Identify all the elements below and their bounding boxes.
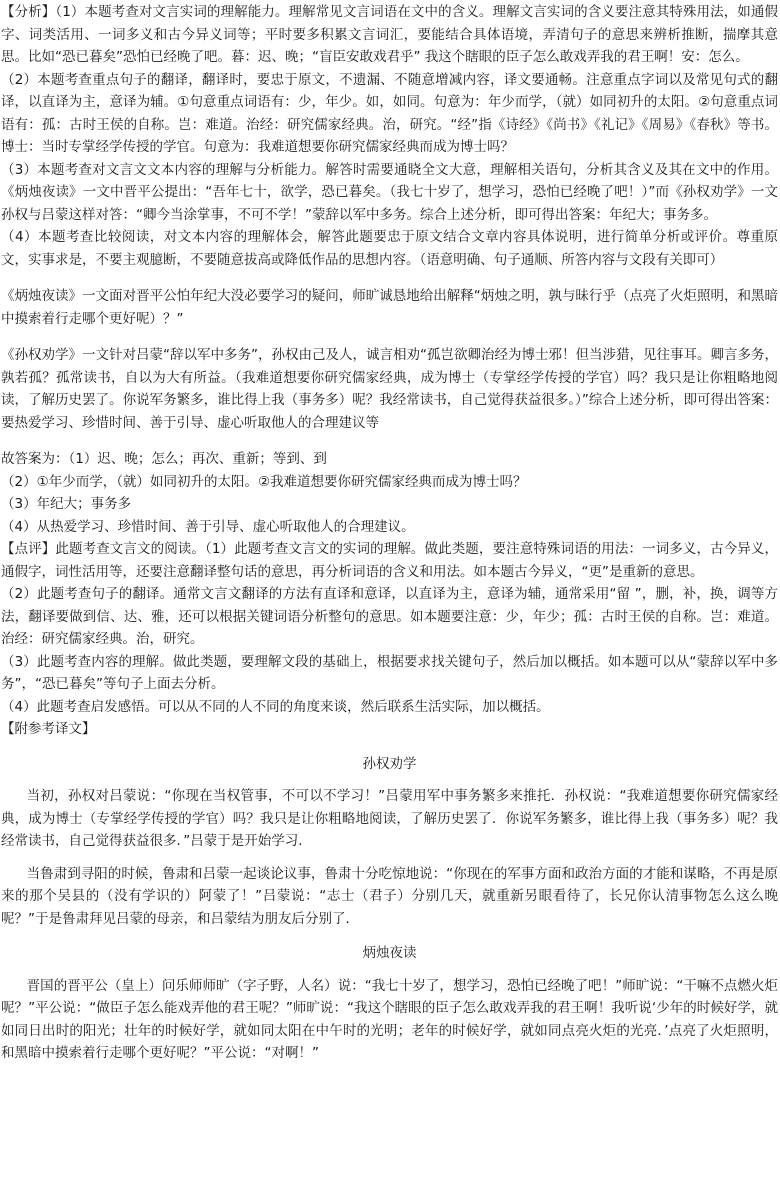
translation-paragraph: 晋国的晋平公（皇上）问乐师师旷（字子野，人名）说：“我七十岁了，想学习，恐怕已经晚了吧！”师旷说：“干嘛不点燃火炬呢？”平公说：“做臣子怎么能戏弄他的君王呢？”师旷说：“我这个瞎眼的臣子怎么敢戏弄我的君王啊！我听说‘少年的时候好学，就如同日出时的阳光；壮年的时候好学，就如同太阳在中午时的光明；老年的时候好学，就如同点亮火炬的光亮．’点亮了火炬照明，和黑暗中摸索着行走哪个更好呢？”平公说：“对啊！”	[1, 977, 778, 1061]
comment-part-4: （4）此题考查启发感悟。可以从不同的人不同的角度来谈，然后联系生活实际，加以概括。	[1, 698, 550, 715]
analysis-part-4: （4）本题考查比较阅读，对文本内容的理解体会，解答此题要忠于原文结合文章内容具体说明，进行简单分析或评价。尊重原文，实事求是，不要主观臆断，不要随意拔高或降低作品的思想内容。（语意明确、句子通顺、所答内容与文段有关即可）	[1, 229, 778, 268]
comment-section	[1, 538, 778, 741]
translation-title: 孙权劝学	[362, 755, 417, 772]
analysis-section	[1, 1, 778, 271]
comment-part-1: 【点评】此题考查文言文的阅读。（1）此题考查文言文的实词的理解。做此类题，要注意特殊词语的用法：一词多义，古今异义，通假字，词性活用等，还要注意翻译整句话的意思，再分析词语的含义和用法。如本题古今异义，“更”是重新的意思。	[1, 541, 778, 580]
discussion-bingzhu: 《炳烛夜读》一文面对晋平公怕年纪大没必要学习的疑问，师旷诚恳地给出解释“炳烛之明，孰与昧行乎（点亮了火炬照明，和黑暗中摸索着行走哪个更好呢）？”	[1, 288, 778, 327]
comment-part-2: （2）此题考查句子的翻译。通常文言文翻译的方法有直译和意译，以直译为主，意译为辅，通常采用“留 ”，删，补，换，调等方法，翻译要做到信、达、雅，还可以根据关键词语分析整句的意思。如本题要注意：少，年少；孤：古时王侯的自称。岂：难道。治经：研究儒家经典。治，研究。	[1, 586, 778, 647]
reference-translation-label: 【附参考译文】	[1, 721, 96, 737]
translation-paragraph: 当鲁肃到寻阳的时候，鲁肃和吕蒙一起谈论议事，鲁肃十分吃惊地说：“你现在的军事方面和政治方面的才能和谋略，不再是原来的那个吴县的（没有学识的）阿蒙了！”吕蒙说：“志士（君子）分别几天，就重新另眼看待了，长兄你认清事物怎么这么晚呢？”于是鲁肃拜见吕蒙的母亲，和吕蒙结为朋友后分别了．	[1, 865, 778, 927]
answers-section	[1, 448, 778, 538]
answer-2: （2）①年少而学，（就）如同初升的太阳。②我难道想要你研究儒家经典而成为博士吗？	[1, 473, 527, 490]
translation-bingzhu	[1, 942, 778, 1065]
comment-part-3: （3）此题考查内容的理解。做此类题，要理解文段的基础上，根据要求找关键句子，然后加以概括。如本题可以从“蒙辞以军中多务”，“恐已暮矣”等句子上面去分析。	[1, 653, 778, 692]
analysis-part-3: （3）本题考查对文言文文本内容的理解与分析能力。解答时需要通晓全文大意，理解相关语句，分析其含义及其在文中的作用。《炳烛夜读》一文中晋平公提出：“吾年七十，欲学，恐已暮矣。（我七十岁了，想学习，恐怕已经晚了吧！）”而《孙权劝学》一文孙权与吕蒙这样对答：“卿今当涂掌事，不可不学！”蒙辞以军中多务。综合上述分析，即可得出答案：年纪大；事务多。	[1, 161, 778, 223]
discussion-section	[1, 285, 778, 434]
discussion-sunquan: 《孙权劝学》一文针对吕蒙“辞以军中多务”，孙权由己及人，诚言相劝“孤岂欲卿治经为博士邪！但当涉猎，见往事耳。卿言多务，孰若孤？孤常读书，自以为大有所益。（我难道想要你研究儒家经典，成为博士（专掌经学传授的学官）吗？我只是让你粗略地阅读，了解历史罢了。你说军务繁多，谁比得上我（事务多）呢？我经常读书，自己觉得获益很多。）”综合上述分析，即可得出答案：要热爱学习、珍惜时间、善于引导、虚心听取他人的合理建议等	[1, 347, 778, 431]
answer-intro: 故答案为：（1）迟、晚；怎么；再次、重新；等到、到	[1, 451, 327, 467]
analysis-part-2: （2）本题考查重点句子的翻译，翻译时，要忠于原文，不遗漏、不随意增减内容，译文要通畅。注意重点字词以及常见句式的翻译，以直译为主，意译为辅。①句意重点词语有：少，年少。如，如同。句意为：年少而学，（就）如同初升的太阳。②句意重点词语有：孤：古时王侯的自称。岂：难道。治经：研究儒家经典。治，研究。“经”指《诗经》《尚书》《礼记》《周易》《春秋》等书。博士：当时专掌经学传授的学官。句意为：我难道想要你研究儒家经典而成为博士吗？	[1, 71, 778, 155]
answer-4: （4）从热爱学习、珍惜时间、善于引导、虚心听取他人的合理建议。	[1, 518, 415, 535]
translation-sunquan	[1, 753, 778, 931]
answer-3: （3）年纪大；事务多	[1, 496, 132, 512]
analysis-part-1: 【分析】（1）本题考查对文言实词的理解能力。理解常见文言词语在文中的含义。理解文言实词的含义要注意其特殊用法，如通假字、词类活用、一词多义和古今异义词等；平时要多积累文言词汇，要能结合具体语境，弄清句子的意思来辨析推断，揣摩其意思。比如“恐已暮矣”恐怕已经晚了吧。暮：迟、晚；“盲臣安敢戏君乎” 我这个瞎眼的臣子怎么敢戏弄我的君王啊！安：怎么。	[1, 4, 778, 65]
translation-paragraph: 当初，孙权对吕蒙说：“你现在当权管事，不可以不学习！”吕蒙用军中事务繁多来推托．孙权说：“我难道想要你研究儒家经典，成为博士（专掌经学传授的学官）吗？我只是让你粗略地阅读，了解历史罢了．你说军务繁多，谁比得上我（事务多）呢？我经常读书，自己觉得获益很多．”吕蒙于是开始学习．	[1, 788, 778, 849]
translation-title: 炳烛夜读	[362, 945, 417, 961]
